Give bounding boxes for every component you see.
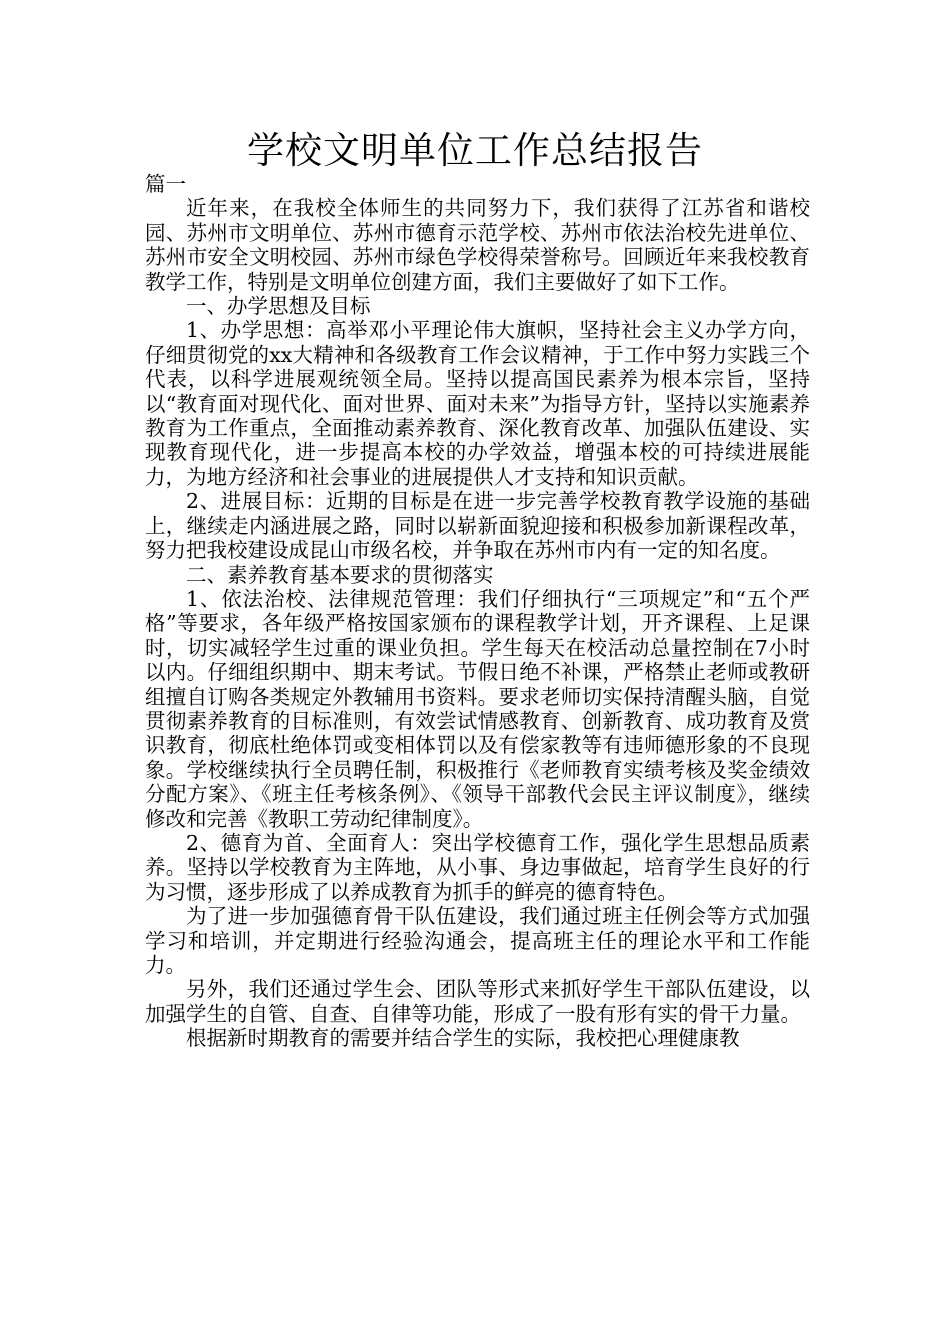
section-heading-2: 二、素养教育基本要求的贯彻落实: [186, 562, 494, 587]
document-body: [145, 172, 810, 1051]
section-label: 篇一: [145, 172, 186, 196]
paragraph-law-management: 1、依法治校、法律规范管理：我们仔细执行“三项规定”和“五个严格”等要求，各年级严格按国家颁布的课程教学计划，开齐课程、上足课时，切实减轻学生过重的课业负担。学生每天在校活动总量控制在7小时以内。仔细组织期中、期末考试。节假日绝不补课，严格禁止老师或教研组擅自订购各类规定外教辅用书资料。要求老师切实保持清醒头脑，自觉贯彻素养教育的目标准则，有效尝试情感教育、创新教育、成功教育及赏识教育，彻底杜绝体罚或变相体罚以及有偿家教等有违师德形象的不良现象。学校继续执行全员聘任制，积极推行《老师教育实绩考核及奖金绩效分配方案》、《班主任考核条例》、《领导干部教代会民主评议制度》，继续修改和完善《教职工劳动纪律制度》。: [145, 586, 810, 831]
paragraph-teacher-training: 为了进一步加强德育骨干队伍建设，我们通过班主任例会等方式加强学习和培训，并定期进行经验沟通会，提高班主任的理论水平和工作能力。: [145, 904, 810, 977]
section-heading-1: 一、办学思想及目标: [186, 294, 371, 319]
paragraph-mental-health: 根据新时期教育的需要并结合学生的实际，我校把心理健康教: [186, 1026, 740, 1051]
paragraph-goals: 2、进展目标：近期的目标是在进一步完善学校教育教学设施的基础上，继续走内涵进展之路，同时以崭新面貌迎接和积极参加新课程改革，努力把我校建设成昆山市级名校，并争取在苏州市内有一定的知名度。: [145, 489, 810, 563]
paragraph-philosophy: 1、办学思想：高举邓小平理论伟大旗帜，坚持社会主义办学方向，仔细贯彻党的xx大精神和各级教育工作会议精神，于工作中努力实践三个代表，以科学进展观统领全局。坚持以提高国民素养为根本宗旨，坚持以“教育面对现代化、面对世界、面对未来”为指导方针，坚持以实施素养教育为工作重点，全面推动素养教育、深化教育改革、加强队伍建设、实现教育现代化，进一步提高本校的办学效益，增强本校的可持续进展能力，为地方经济和社会事业的进展提供人才支持和知识贡献。: [145, 318, 810, 489]
paragraph-student-cadres: 另外，我们还通过学生会、团队等形式来抓好学生干部队伍建设，以加强学生的自管、自查、自律等功能，形成了一股有形有实的骨干力量。: [145, 977, 810, 1026]
document-title: 学校文明单位工作总结报告: [247, 129, 703, 172]
paragraph-intro: 近年来，在我校全体师生的共同努力下，我们获得了江苏省和谐校园、苏州市文明单位、苏州市德育示范学校、苏州市依法治校先进单位、苏州市安全文明校园、苏州市绿色学校得荣誉称号。回顾近年来我校教育教学工作，特别是文明单位创建方面，我们主要做好了如下工作。: [145, 196, 810, 294]
paragraph-moral-education: 2、德育为首、全面育人：突出学校德育工作，强化学生思想品质素养。坚持以学校教育为主阵地，从小事、身边事做起，培育学生良好的行为习惯，逐步形成了以养成教育为抓手的鲜亮的德育特色。: [145, 830, 810, 904]
